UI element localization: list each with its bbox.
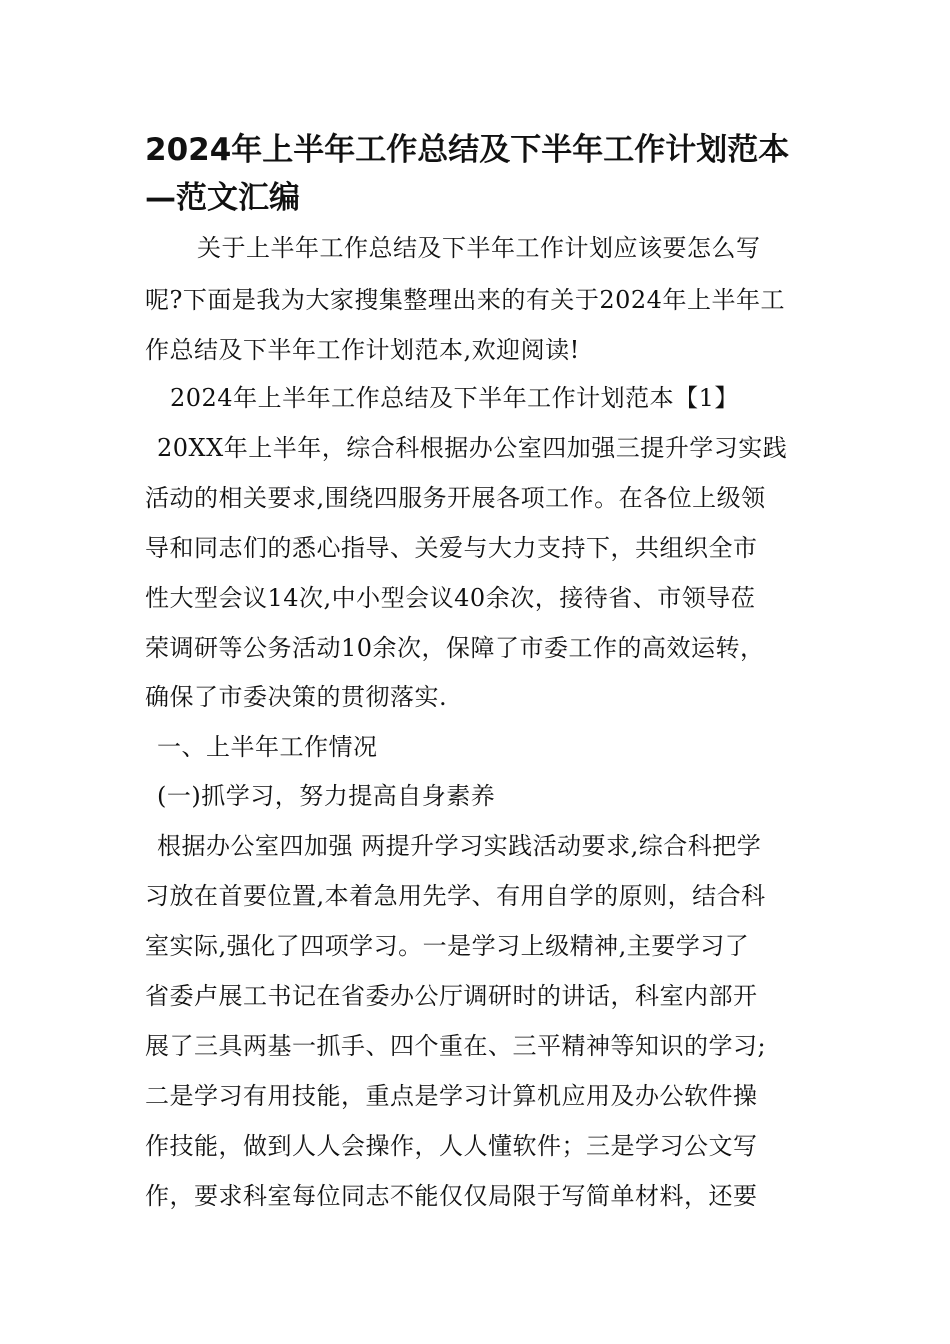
paragraph-line-8: 性大型会议14次,中小型会议40余次，接待省、市领导莅 [145, 584, 756, 612]
paragraph-line-3: 作总结及下半年工作计划范本,欢迎阅读! [145, 336, 580, 364]
paragraph-line-17: 展了三具两基一抓手、四个重在、三平精神等知识的学习; [145, 1032, 767, 1060]
paragraph-line-18: 二是学习有用技能，重点是学习计算机应用及办公软件操 [145, 1082, 758, 1110]
paragraph-line-6: 活动的相关要求,围绕四服务开展各项工作。在各位上级领 [145, 484, 766, 512]
section-heading-line: 2024年上半年工作总结及下半年工作计划范本【1】 [170, 384, 739, 412]
paragraph-line-7: 导和同志们的悉心指导、关爱与大力支持下，共组织全市 [145, 534, 758, 562]
paragraph-line-1: 关于上半年工作总结及下半年工作计划应该要怎么写 [197, 234, 761, 262]
paragraph-line-10: 确保了市委决策的贯彻落实. [145, 683, 448, 711]
paragraph-line-16: 省委卢展工书记在省委办公厅调研时的讲话，科室内部开 [145, 982, 758, 1010]
document-title-line-1: 2024年上半年工作总结及下半年工作计划范本 [145, 132, 790, 168]
paragraph-line-9: 荣调研等公务活动10余次，保障了市委工作的高效运转， [145, 634, 765, 662]
paragraph-line-19: 作技能，做到人人会操作，人人懂软件；三是学习公文写 [145, 1132, 758, 1160]
paragraph-line-15: 室实际,强化了四项学习。一是学习上级精神,主要学习了 [145, 932, 750, 960]
paragraph-line-2: 呢?下面是我为大家搜集整理出来的有关于2024年上半年工 [145, 286, 785, 314]
paragraph-line-14: 习放在首要位置,本着急用先学、有用自学的原则，结合科 [145, 882, 766, 910]
paragraph-line-13: 根据办公室四加强 两提升学习实践活动要求,综合科把学 [157, 832, 762, 860]
paragraph-line-20: 作，要求科室每位同志不能仅仅局限于写简单材料，还要 [145, 1182, 758, 1210]
document-title-line-2: —范文汇编 [145, 180, 300, 216]
paragraph-line-5: 20XX年上半年，综合科根据办公室四加强三提升学习实践 [157, 434, 788, 462]
subheading-line: 一、上半年工作情况 [157, 733, 378, 761]
subheading-line-2: (一)抓学习，努力提高自身素养 [157, 782, 496, 810]
